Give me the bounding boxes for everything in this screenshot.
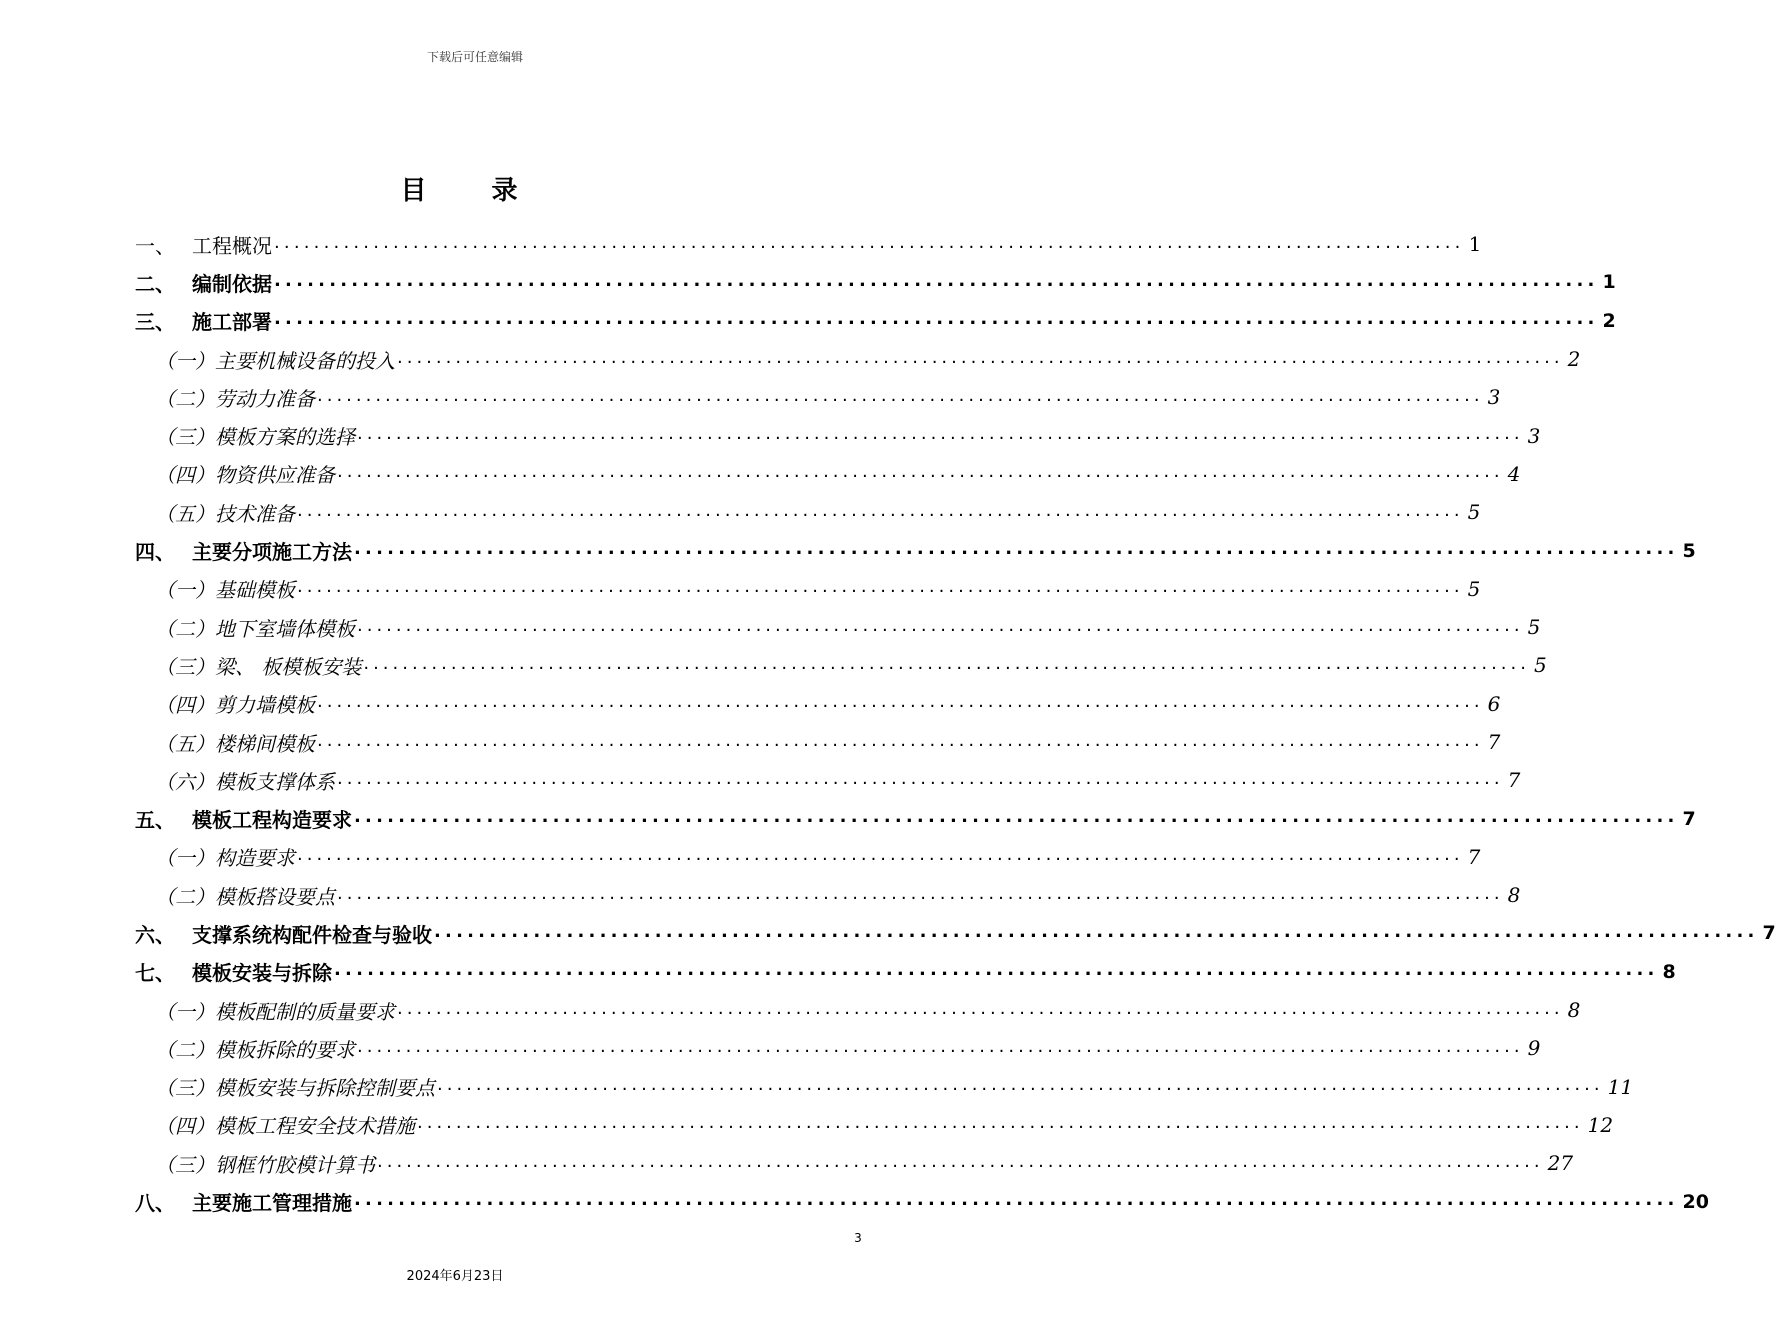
toc-entry[interactable] xyxy=(135,263,1616,301)
toc-page-number: 6 xyxy=(1487,691,1501,716)
toc-entry-label: （三）模板安装与拆除控制要点 xyxy=(155,1076,435,1101)
toc-leader-dots: ........................................................................................................................ xyxy=(357,423,1524,445)
toc-leader-dots: ........................................................................................................................ xyxy=(317,384,1484,406)
toc-entry[interactable] xyxy=(135,531,1696,569)
toc-page-number: 5 xyxy=(1467,576,1481,601)
toc-entry[interactable] xyxy=(135,493,1481,531)
toc-entry-label: （二）地下室墙体模板 xyxy=(155,616,355,641)
toc-entry[interactable] xyxy=(135,876,1521,914)
toc-entry-label: （一）模板配制的质量要求 xyxy=(155,999,395,1024)
toc-leader-dots: ........................................................................................................................ xyxy=(357,1035,1524,1057)
toc-page-number: 20 xyxy=(1682,1190,1709,1213)
toc-entry[interactable] xyxy=(135,685,1501,723)
toc-page-number: 7 xyxy=(1507,768,1521,793)
toc-entry-label: （五）楼梯间模板 xyxy=(155,731,315,756)
toc-leader-dots: ........................................................................................................................ xyxy=(437,1074,1604,1096)
toc-page-number: 8 xyxy=(1662,960,1676,983)
toc-entry-label: （三）钢框竹胶模计算书 xyxy=(155,1152,375,1177)
toc-entry-label: （六）模板支撑体系 xyxy=(155,769,335,794)
toc-entry-label: （一）构造要求 xyxy=(155,846,295,871)
toc-page-number: 5 xyxy=(1682,539,1696,562)
toc-leader-dots: ........................................................................................................................ xyxy=(297,844,1464,866)
toc-leader-dots: ........................................................................................................................ xyxy=(417,1112,1584,1134)
toc-section-number: 七、 xyxy=(135,961,175,986)
page-number: 3 xyxy=(854,1231,862,1245)
toc-page-number: 5 xyxy=(1527,615,1541,640)
toc-page-number: 1 xyxy=(1468,232,1482,257)
toc-entry-label: （一）主要机械设备的投入 xyxy=(155,348,395,373)
toc-leader-dots: ........................................................................................................................ xyxy=(337,461,1504,483)
toc-entry[interactable] xyxy=(135,1106,1614,1144)
toc-page-number: 3 xyxy=(1487,385,1501,410)
toc-entry-label: 施工部署 xyxy=(192,310,272,335)
toc-leader-dots: ........................................................................................................................ xyxy=(274,231,1465,253)
toc-entry[interactable] xyxy=(135,378,1501,416)
toc-leader-dots: ........................................................................................................................ xyxy=(354,1189,1679,1211)
toc-entry-label: （三）模板方案的选择 xyxy=(155,425,355,450)
toc-entry-label: （二）模板搭设要点 xyxy=(155,884,335,909)
toc-entry[interactable] xyxy=(135,1144,1574,1182)
toc-entry[interactable] xyxy=(135,914,1776,952)
toc-section-number: 三、 xyxy=(135,310,175,335)
toc-page-number: 5 xyxy=(1533,653,1547,678)
toc-entry[interactable] xyxy=(135,570,1481,608)
toc-leader-dots: ........................................................................................................................ xyxy=(397,346,1564,368)
toc-entry[interactable] xyxy=(135,723,1501,761)
toc-entry[interactable] xyxy=(135,302,1616,340)
toc-leader-dots: ........................................................................................................................ xyxy=(377,1150,1544,1172)
toc-entry[interactable] xyxy=(135,799,1696,837)
toc-page-number: 9 xyxy=(1527,1036,1541,1061)
toc-entry-label: （一）基础模板 xyxy=(155,578,295,603)
toc-page-number: 5 xyxy=(1467,500,1481,525)
toc-leader-dots: ........................................................................................................................ xyxy=(357,614,1524,636)
toc-entry-label: 模板安装与拆除 xyxy=(192,961,332,986)
toc-section-number: 六、 xyxy=(135,922,175,947)
toc-leader-dots: ........................................................................................................................ xyxy=(354,538,1679,560)
toc-page-number: 3 xyxy=(1527,423,1541,448)
toc-entry[interactable] xyxy=(135,991,1581,1029)
toc-leader-dots: ........................................................................................................................ xyxy=(397,997,1564,1019)
toc-page-number: 4 xyxy=(1507,461,1521,486)
table-of-contents xyxy=(135,225,1776,1221)
toc-page-number: 2 xyxy=(1567,347,1581,372)
toc-page-number: 2 xyxy=(1602,309,1616,332)
toc-leader-dots: ........................................................................................................................ xyxy=(317,729,1484,751)
toc-leader-dots: ........................................................................................................................ xyxy=(434,920,1759,942)
toc-page-number: 7 xyxy=(1487,730,1501,754)
toc-entry[interactable] xyxy=(135,761,1521,799)
toc-page-number: 27 xyxy=(1547,1151,1574,1176)
toc-entry-label: （四）物资供应准备 xyxy=(155,463,335,488)
toc-leader-dots: ........................................................................................................................ xyxy=(297,499,1464,521)
toc-page-number: 7 xyxy=(1682,807,1696,830)
toc-entry-label: 主要施工管理措施 xyxy=(192,1191,352,1216)
toc-entry-label: （二）劳动力准备 xyxy=(155,386,315,411)
toc-leader-dots: ........................................................................................................................ xyxy=(334,959,1659,981)
toc-entry[interactable] xyxy=(135,455,1521,493)
toc-leader-dots: ........................................................................................................................ xyxy=(354,806,1679,828)
toc-page-number: 1 xyxy=(1602,271,1616,294)
toc-entry-label: 支撑系统构配件检查与验收 xyxy=(192,922,432,947)
toc-entry[interactable] xyxy=(135,838,1481,876)
toc-page-number: 8 xyxy=(1567,998,1581,1023)
toc-section-number: 八、 xyxy=(135,1191,175,1216)
toc-entry[interactable] xyxy=(135,646,1547,684)
page-title: 目 录 xyxy=(400,176,546,206)
toc-leader-dots: ........................................................................................................................ xyxy=(337,767,1504,789)
toc-page-number: 7 xyxy=(1762,922,1776,945)
toc-entry-label: 编制依据 xyxy=(192,271,272,296)
toc-entry[interactable] xyxy=(135,953,1676,991)
toc-leader-dots: ........................................................................................................................ xyxy=(297,576,1464,598)
toc-entry[interactable] xyxy=(135,340,1581,378)
toc-entry-label: 模板工程构造要求 xyxy=(192,808,352,833)
toc-page-number: 12 xyxy=(1587,1112,1614,1137)
toc-leader-dots: ........................................................................................................................ xyxy=(317,691,1484,713)
toc-section-number: 一、 xyxy=(135,233,175,258)
toc-entry-label: 主要分项施工方法 xyxy=(192,540,352,565)
toc-section-number: 四、 xyxy=(135,540,175,565)
footer-date: 2024年6月23日 xyxy=(406,1269,504,1284)
toc-leader-dots: ........................................................................................................................ xyxy=(274,269,1599,291)
toc-entry[interactable] xyxy=(135,608,1541,646)
toc-entry-label: （三）梁、 板模板安装 xyxy=(155,654,362,679)
toc-entry[interactable] xyxy=(135,225,1482,263)
toc-leader-dots: ........................................................................................................................ xyxy=(337,882,1504,904)
toc-entry[interactable] xyxy=(135,1029,1541,1067)
toc-page-number: 7 xyxy=(1467,844,1481,869)
toc-entry-label: （五）技术准备 xyxy=(155,501,295,526)
page-header: 下载后可任意编辑 xyxy=(426,50,523,64)
toc-entry-label: （二）模板拆除的要求 xyxy=(155,1037,355,1062)
toc-section-number: 二、 xyxy=(135,271,175,296)
toc-entry[interactable] xyxy=(135,1068,1634,1106)
toc-entry[interactable] xyxy=(135,416,1541,454)
toc-entry-label: （四）剪力墙模板 xyxy=(155,693,315,718)
toc-section-number: 五、 xyxy=(135,808,175,833)
toc-entry[interactable] xyxy=(135,1182,1709,1220)
toc-page-number: 11 xyxy=(1607,1074,1634,1099)
toc-page-number: 8 xyxy=(1507,883,1521,908)
toc-entry-label: （四）模板工程安全技术措施 xyxy=(155,1114,415,1139)
toc-entry-label: 工程概况 xyxy=(192,233,272,258)
toc-leader-dots: ........................................................................................................................ xyxy=(363,652,1530,674)
toc-leader-dots: ........................................................................................................................ xyxy=(274,308,1599,330)
